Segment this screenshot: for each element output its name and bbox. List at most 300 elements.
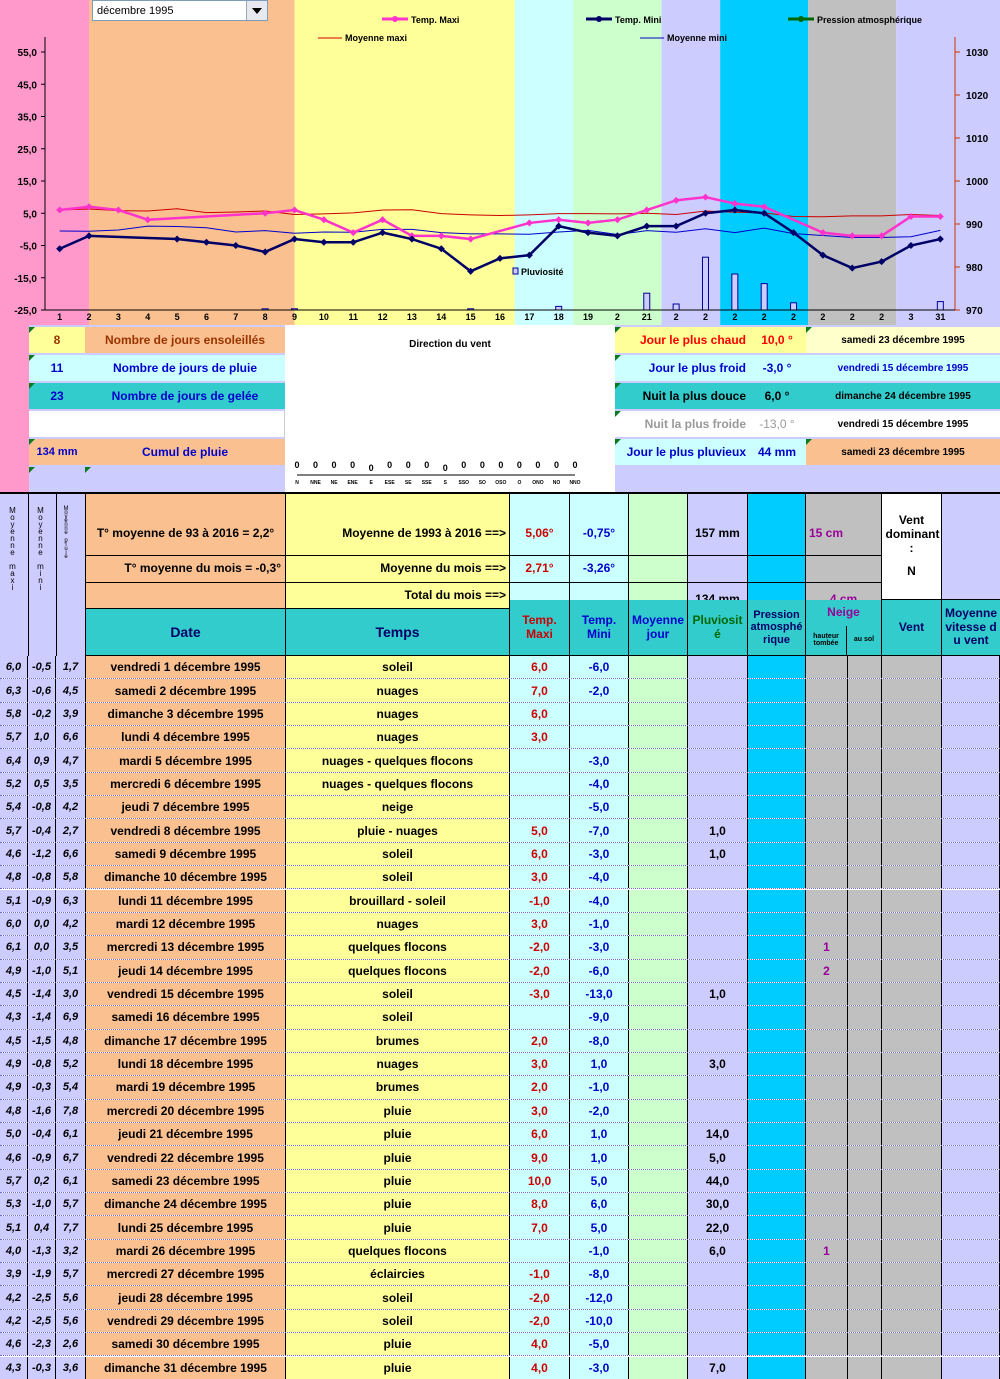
cell-tmin: -12,0 — [570, 1286, 629, 1308]
cell-empty — [942, 1310, 1000, 1332]
cell-empty — [748, 1333, 806, 1355]
cell-temps: nuages — [286, 913, 510, 935]
cell-temps: soleil — [286, 866, 510, 888]
cell-empty — [882, 773, 942, 795]
sunny-days-label: Nombre de jours ensoleillés — [85, 327, 285, 353]
x-tick-label: 2 — [879, 312, 885, 322]
cell-tmax: 2,0 — [510, 1076, 570, 1098]
cell-temps: soleil — [286, 1310, 510, 1332]
cell-empty — [942, 983, 1000, 1005]
cell-pl: 1,7 — [56, 656, 86, 678]
cell-neige — [806, 1310, 848, 1332]
cell-tmax: -2,0 — [510, 960, 570, 982]
cell-pluie: 5,0 — [688, 1146, 748, 1168]
cell-temps: nuages - quelques flocons — [286, 773, 510, 795]
cell-tmax: 7,0 — [510, 679, 570, 701]
cell-empty — [848, 1240, 882, 1262]
cell-empty — [882, 1193, 942, 1215]
month-select[interactable] — [92, 0, 268, 21]
cell-empty — [629, 1076, 688, 1098]
cell-empty — [942, 1240, 1000, 1262]
band — [573, 0, 661, 325]
coldest-day-value: -3,0 ° — [748, 355, 806, 381]
mildest-night-label: Nuit la plus douce — [615, 383, 748, 409]
rainiest-day-label: Jour le plus pluvieux — [615, 439, 748, 465]
rain-days-value: 11 — [29, 355, 85, 381]
header-pression: Pression atmosphérique — [748, 600, 806, 656]
cell-tmin — [570, 726, 629, 748]
cell-mn: 1,0 — [28, 726, 56, 748]
header-tmax: Temp. Maxi — [510, 600, 570, 656]
table-row — [0, 890, 1000, 913]
cell-neige: 1 — [806, 936, 848, 958]
cell-tmin: -3,0 — [570, 749, 629, 771]
cell-empty — [882, 1123, 942, 1145]
y-tick-label: -25,0 — [14, 306, 37, 317]
cell-empty — [748, 936, 806, 958]
wind-value: 0 — [294, 460, 300, 470]
coldest-night-label: Nuit la plus froide — [615, 411, 748, 437]
cell-empty — [848, 773, 882, 795]
cell-pluie — [688, 1333, 748, 1355]
cell-date: dimanche 10 décembre 1995 — [86, 866, 286, 888]
cell-empty — [942, 656, 1000, 678]
cell-empty — [942, 703, 1000, 725]
cell-temps: quelques flocons — [286, 1240, 510, 1262]
cell-tmin: -1,0 — [570, 1076, 629, 1098]
cell-empty — [942, 1100, 1000, 1122]
cell-empty — [942, 679, 1000, 701]
cell-temps: brouillard - soleil — [286, 890, 510, 912]
cell-empty — [748, 679, 806, 701]
cell-tmax: 6,0 — [510, 843, 570, 865]
cell-empty — [748, 1123, 806, 1145]
cell-date: samedi 2 décembre 1995 — [86, 679, 286, 701]
cell-temps: pluie - nuages — [286, 819, 510, 841]
cell-tmax: 4,0 — [510, 1357, 570, 1379]
cell-neige — [806, 679, 848, 701]
cell-empty — [629, 773, 688, 795]
cell-mx: 4,6 — [0, 843, 28, 865]
cell-empty — [882, 656, 942, 678]
sunny-days-value: 8 — [29, 327, 85, 353]
rain-bar — [644, 293, 650, 310]
table-row — [0, 656, 1000, 679]
cell-pluie — [688, 726, 748, 748]
cell-empty — [882, 819, 942, 841]
cell-temps: nuages — [286, 726, 510, 748]
cell-tmin: -2,0 — [570, 679, 629, 701]
cell-tmax: 3,0 — [510, 1053, 570, 1075]
cell-neige — [806, 1357, 848, 1379]
y2-tick-label: 990 — [966, 220, 983, 231]
cell-mx: 4,3 — [0, 1357, 28, 1379]
cell-empty — [942, 890, 1000, 912]
cell-empty — [848, 866, 882, 888]
wind-value: 0 — [350, 460, 356, 470]
x-tick-label: 19 — [583, 312, 594, 322]
cell-pluie — [688, 1006, 748, 1028]
cell-empty — [748, 890, 806, 912]
cell-tmin: -8,0 — [570, 1263, 629, 1285]
y2-tick-label: 1000 — [966, 177, 989, 188]
cell-mn: 0,9 — [28, 749, 56, 771]
cell-date: lundi 18 décembre 1995 — [86, 1053, 286, 1075]
cell-pl: 6,3 — [56, 890, 86, 912]
wind-dir-label: E — [369, 480, 373, 486]
cell-mx: 6,0 — [0, 913, 28, 935]
legend-moy-maxi: Moyenne maxi — [345, 33, 408, 43]
wind-value: 0 — [387, 460, 393, 470]
table-row — [0, 866, 1000, 889]
x-tick-label: 7 — [233, 312, 239, 322]
cell-tmin: -3,0 — [570, 936, 629, 958]
cell-date: samedi 30 décembre 1995 — [86, 1333, 286, 1355]
cell-empty — [882, 866, 942, 888]
cell-pluie — [688, 796, 748, 818]
y-tick-label: 55,0 — [17, 48, 37, 59]
daily-table — [0, 492, 1000, 1379]
cell-date: vendredi 22 décembre 1995 — [86, 1146, 286, 1168]
cell-empty — [748, 796, 806, 818]
cell-mx: 4,5 — [0, 1030, 28, 1052]
cell-mn: -0,3 — [28, 1357, 56, 1379]
cell-tmax: 6,0 — [510, 1123, 570, 1145]
cell-pluie — [688, 773, 748, 795]
cell-temps: soleil — [286, 656, 510, 678]
cell-tmin: -3,0 — [570, 843, 629, 865]
cell-pl: 4,7 — [56, 749, 86, 771]
cell-empty — [942, 819, 1000, 841]
rain-days-label: Nombre de jours de pluie — [85, 355, 285, 381]
side-label-moy-maxi: Moyenne maxi — [8, 506, 17, 590]
cell-tmax: 9,0 — [510, 1146, 570, 1168]
wind-dir-label: OSO — [495, 480, 507, 486]
wind-dir-label: ONO — [532, 480, 544, 486]
cell-empty — [942, 843, 1000, 865]
wind-direction-title: Direction du vent — [409, 339, 491, 350]
cell-pl: 2,6 — [56, 1333, 86, 1355]
x-tick-label: 9 — [292, 312, 298, 322]
cell-date: mardi 19 décembre 1995 — [86, 1076, 286, 1098]
cell-empty — [748, 1100, 806, 1122]
cell-empty — [882, 703, 942, 725]
cell-neige — [806, 1170, 848, 1192]
dropdown-arrow-icon[interactable] — [246, 1, 267, 20]
cell-empty — [882, 1333, 942, 1355]
cell-mn: -0,9 — [28, 890, 56, 912]
x-tick-label: 21 — [641, 312, 652, 322]
cell-date: jeudi 21 décembre 1995 — [86, 1123, 286, 1145]
cell-mn: -0,8 — [28, 866, 56, 888]
cell-empty — [629, 1286, 688, 1308]
cell-empty — [882, 1146, 942, 1168]
cell-empty — [629, 1357, 688, 1379]
x-tick-label: 2 — [614, 312, 620, 322]
cell-pl: 3,6 — [56, 1357, 86, 1379]
cell-temps: pluie — [286, 1216, 510, 1238]
wind-dir-label: NNO — [569, 480, 581, 486]
header-date: Date — [86, 609, 286, 656]
y-tick-label: 45,0 — [17, 80, 37, 92]
cell-pluie: 7,0 — [688, 1357, 748, 1379]
cell-mx: 5,7 — [0, 819, 28, 841]
cell-date: vendredi 1 décembre 1995 — [86, 656, 286, 678]
cell-date: jeudi 28 décembre 1995 — [86, 1286, 286, 1308]
rain-bar — [702, 257, 708, 310]
cell-empty — [629, 726, 688, 748]
cell-empty — [748, 1146, 806, 1168]
cell-date: dimanche 17 décembre 1995 — [86, 1030, 286, 1052]
cell-empty — [942, 1146, 1000, 1168]
x-tick-label: 2 — [732, 312, 738, 322]
cell-mn: -1,6 — [28, 1100, 56, 1122]
cell-tmin: 1,0 — [570, 1053, 629, 1075]
cell-empty — [629, 960, 688, 982]
cell-neige — [806, 703, 848, 725]
cell-neige — [806, 1263, 848, 1285]
cell-tmin: -13,0 — [570, 983, 629, 1005]
table-row — [0, 1357, 1000, 1379]
table-row — [0, 1123, 1000, 1146]
cell-empty — [629, 936, 688, 958]
cell-mn: 0,0 — [28, 913, 56, 935]
y-tick-label: 25,0 — [17, 144, 37, 156]
hottest-day-value: 10,0 ° — [748, 327, 806, 353]
cell-mn: -0,4 — [28, 819, 56, 841]
cell-date: mardi 26 décembre 1995 — [86, 1240, 286, 1262]
cell-empty — [748, 960, 806, 982]
coldest-night-value: -13,0 ° — [748, 411, 806, 437]
x-tick-label: 16 — [494, 312, 506, 322]
cell-empty — [882, 1170, 942, 1192]
cell-pl: 3,9 — [56, 703, 86, 725]
month-total-label: Total du mois ==> — [286, 583, 510, 609]
cell-pl: 6,6 — [56, 843, 86, 865]
cell-pl: 4,2 — [56, 796, 86, 818]
cell-empty — [848, 1076, 882, 1098]
cell-mx: 4,9 — [0, 1076, 28, 1098]
band — [808, 0, 896, 325]
cell-empty — [629, 913, 688, 935]
cell-mx: 5,1 — [0, 1216, 28, 1238]
long-term-rain: 157 mm — [688, 494, 748, 556]
cell-neige — [806, 983, 848, 1005]
table-row — [0, 913, 1000, 936]
cell-mn: -2,5 — [28, 1286, 56, 1308]
cell-empty — [748, 866, 806, 888]
mildest-night-date: dimanche 24 décembre 1995 — [806, 383, 1000, 409]
cell-mx: 4,8 — [0, 1100, 28, 1122]
cell-empty — [748, 726, 806, 748]
wind-dir-label: SSO — [458, 480, 470, 486]
legend-pluviosite: Pluviosité — [521, 267, 564, 277]
cell-empty — [848, 1123, 882, 1145]
cell-empty — [942, 726, 1000, 748]
cell-mx: 4,9 — [0, 960, 28, 982]
cell-date: dimanche 3 décembre 1995 — [86, 703, 286, 725]
cell-empty — [848, 1333, 882, 1355]
rainiest-day-date: samedi 23 décembre 1995 — [806, 439, 1000, 465]
cell-empty — [942, 773, 1000, 795]
cell-neige — [806, 1123, 848, 1145]
cell-temps: soleil — [286, 983, 510, 1005]
wind-value: 0 — [424, 460, 430, 470]
table-row — [0, 843, 1000, 866]
y2-tick-label: 1020 — [966, 91, 989, 102]
cell-mx: 4,0 — [0, 1240, 28, 1262]
table-row — [0, 1146, 1000, 1169]
cell-empty — [848, 703, 882, 725]
x-tick-label: 8 — [262, 312, 268, 322]
cell-empty — [942, 1193, 1000, 1215]
cell-neige — [806, 866, 848, 888]
cell-pl: 5,7 — [56, 1263, 86, 1285]
cell-empty — [848, 1006, 882, 1028]
cell-date: dimanche 24 décembre 1995 — [86, 1193, 286, 1215]
cell-tmax: 6,0 — [510, 656, 570, 678]
cell-pluie: 1,0 — [688, 983, 748, 1005]
cell-tmax — [510, 773, 570, 795]
mildest-night-value: 6,0 ° — [748, 383, 806, 409]
x-tick-label: 6 — [203, 312, 209, 322]
wind-value: 0 — [516, 460, 522, 470]
wind-direction-box — [285, 325, 615, 492]
cell-neige — [806, 1030, 848, 1052]
cell-empty — [848, 749, 882, 771]
cell-mn: -0,4 — [28, 1123, 56, 1145]
cell-tmin: -4,0 — [570, 773, 629, 795]
x-tick-label: 1 — [57, 312, 63, 322]
x-tick-label: 4 — [145, 312, 151, 322]
cell-neige — [806, 819, 848, 841]
cell-mx: 3,9 — [0, 1263, 28, 1285]
cell-empty — [848, 679, 882, 701]
cell-empty — [748, 773, 806, 795]
cell-mn: -1,0 — [28, 1193, 56, 1215]
cell-pluie: 1,0 — [688, 819, 748, 841]
cell-tmin: -7,0 — [570, 819, 629, 841]
cell-pl: 6,1 — [56, 1123, 86, 1145]
cell-empty — [942, 1333, 1000, 1355]
wind-value: 0 — [535, 460, 541, 470]
cell-empty — [942, 749, 1000, 771]
cell-empty — [882, 726, 942, 748]
cell-neige — [806, 1053, 848, 1075]
cell-empty — [629, 1146, 688, 1168]
cell-empty — [942, 960, 1000, 982]
cell-mx: 6,0 — [0, 656, 28, 678]
cell-empty — [629, 983, 688, 1005]
cell-pl: 5,8 — [56, 866, 86, 888]
cell-tmax — [510, 1006, 570, 1028]
cell-pluie — [688, 1076, 748, 1098]
cell-neige — [806, 773, 848, 795]
wind-direction-chart — [285, 325, 615, 492]
cell-empty — [848, 983, 882, 1005]
cell-date: dimanche 31 décembre 1995 — [86, 1357, 286, 1379]
cell-temps: nuages — [286, 1053, 510, 1075]
cell-pl: 5,1 — [56, 960, 86, 982]
cell-empty — [748, 1263, 806, 1285]
cell-tmax: -3,0 — [510, 983, 570, 1005]
frost-days-value: 23 — [29, 383, 85, 409]
cell-tmax: -2,0 — [510, 1310, 570, 1332]
cell-empty — [629, 749, 688, 771]
cell-pluie — [688, 936, 748, 958]
x-tick-label: 3 — [908, 312, 914, 322]
cell-pluie: 44,0 — [688, 1170, 748, 1192]
cell-empty — [942, 936, 1000, 958]
coldest-night-date: vendredi 15 décembre 1995 — [806, 411, 1000, 437]
cell-empty — [629, 866, 688, 888]
cell-mx: 6,1 — [0, 936, 28, 958]
y2-tick-label: 1030 — [966, 48, 989, 59]
month-avg-min: -3,26° — [570, 556, 629, 583]
cell-pluie: 6,0 — [688, 1240, 748, 1262]
cell-pl: 5,2 — [56, 1053, 86, 1075]
cell-empty — [848, 1146, 882, 1168]
cell-mx: 5,7 — [0, 1170, 28, 1192]
cell-empty — [748, 1286, 806, 1308]
x-tick-label: 5 — [174, 312, 180, 322]
cell-empty — [942, 1357, 1000, 1379]
cell-empty — [848, 796, 882, 818]
x-tick-label: 10 — [318, 312, 329, 322]
cell-mx: 5,8 — [0, 703, 28, 725]
cell-empty — [629, 819, 688, 841]
cell-tmax: -1,0 — [510, 890, 570, 912]
cell-empty — [629, 1193, 688, 1215]
cell-tmax: -2,0 — [510, 936, 570, 958]
cell-empty — [748, 749, 806, 771]
cell-empty — [942, 913, 1000, 935]
cell-empty — [748, 843, 806, 865]
cell-temps: nuages — [286, 679, 510, 701]
month-select-value: décembre 1995 — [97, 4, 174, 17]
wind-value: 0 — [479, 460, 485, 470]
cell-neige — [806, 1333, 848, 1355]
cell-mn: 0,4 — [28, 1216, 56, 1238]
cell-tmax: 6,0 — [510, 703, 570, 725]
table-row — [0, 796, 1000, 819]
cell-temps: neige — [286, 796, 510, 818]
cell-temps: pluie — [286, 1146, 510, 1168]
stats-panel — [0, 325, 1000, 492]
table-row — [0, 1170, 1000, 1193]
cell-empty — [848, 1053, 882, 1075]
cell-mn: -0,5 — [28, 656, 56, 678]
cell-empty — [748, 983, 806, 1005]
cell-temps: quelques flocons — [286, 936, 510, 958]
y2-tick-label: 970 — [966, 306, 983, 317]
cell-neige — [806, 749, 848, 771]
cell-pluie — [688, 703, 748, 725]
table-row — [0, 749, 1000, 772]
cell-mx: 4,2 — [0, 1310, 28, 1332]
table-row — [0, 936, 1000, 959]
wind-dir-label: SE — [404, 480, 412, 486]
cell-temps: brumes — [286, 1030, 510, 1052]
coldest-day-date: vendredi 15 décembre 1995 — [806, 355, 1000, 381]
x-tick-label: 2 — [673, 312, 679, 322]
cell-tmin: -1,0 — [570, 1240, 629, 1262]
table-row — [0, 1216, 1000, 1239]
cell-date: mardi 5 décembre 1995 — [86, 749, 286, 771]
wind-dir-label: ESE — [384, 480, 395, 486]
rain-total-value: 134 mm — [29, 439, 85, 465]
cell-date: lundi 4 décembre 1995 — [86, 726, 286, 748]
